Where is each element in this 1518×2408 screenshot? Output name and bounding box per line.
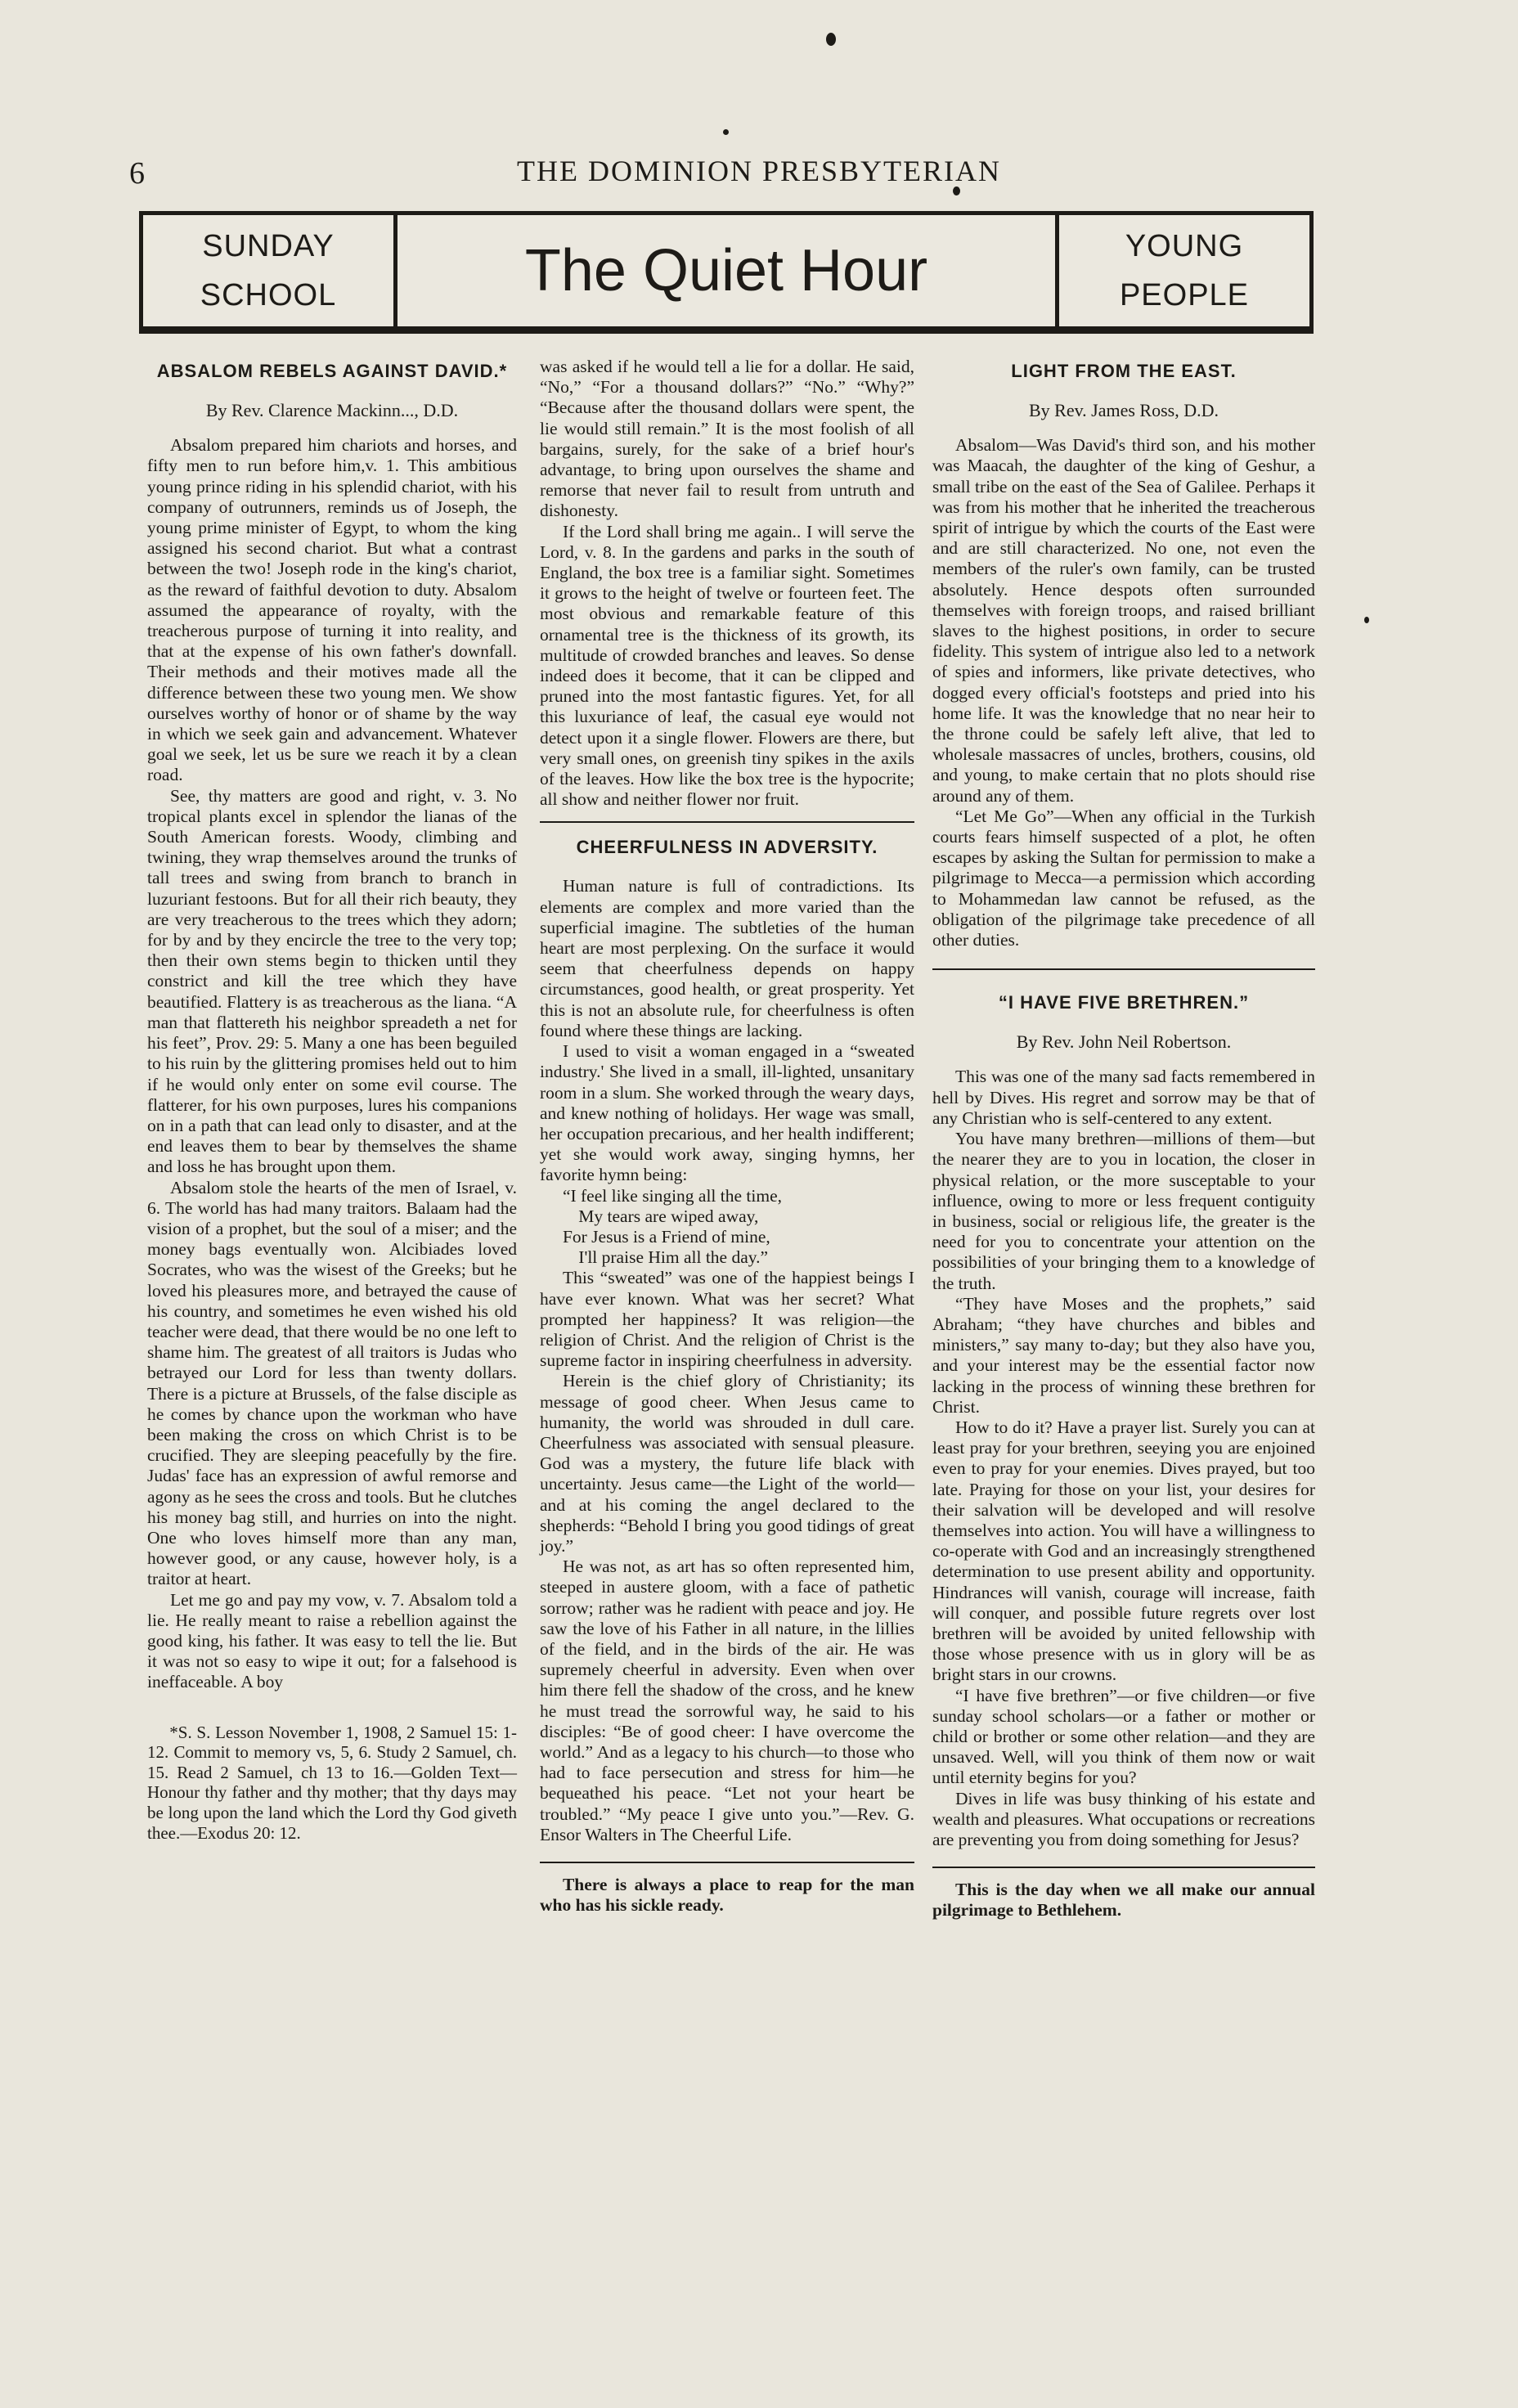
column-right (932, 360, 1315, 1921)
article-title: CHEERFULNESS IN ADVERSITY. (576, 837, 878, 858)
paragraph: Absalom prepared him chariots and horses, and fifty men to run before him,v. 1. This ambitious young prince riding in his splendid chariot, with his company of outrunners, reminds us of Joseph, the young prime minister of Egypt, to whom the king assigned his second chariot. But what a contrast between the two! Joseph rode in the king's chariot, as the reward of faithful devotion to duty. Absalom assumed the appearance of royalty, with the treacherous purpose of turning it into reality, and that at the expense of his own father's downfall. Their methods and their motives made all the difference between these two young men. We show ourselves worthy of honor or of shame by the way in which we seek gain and advancement. Whatever goal we seek, let us be sure we reach it by a clean road. (147, 435, 517, 785)
article-title: “I HAVE FIVE BRETHREN.” (998, 992, 1250, 1013)
paragraph: See, thy matters are good and right, v. 3. No tropical plants excel in splendor the lianas of the South American forests. Woody, climbing and twining, they wrap themselves around the trunks of tall trees and swing from branch to branch in luzuriant festoons. But for all their rich beauty, they are very treacherous to the trees which they adorn; for by and by they encircle the tree to the very top; then their own stems begin to thicken until they constrict and kill the tree which they have beautified. Flattery is as treacherous as the liana. “A man that flattereth his neighbor spreadeth a net for his feet”, Prov. 29: 5. Many a one has been beguiled to his ruin by the glittering promises held out to him if he would only enter on some evil course. The flatterer, for his own purposes, lures his companions on in a path that can lead only to disaster, and at the end leaves them to bear by themselves the shame and loss he has brought upon them. (147, 785, 517, 1177)
paragraph: I used to visit a woman engaged in a “sweated industry.' She lived in a small, ill-lighted, unsanitary room in a slum. She worked through the weary days, and knew nothing of holidays. Her wage was small, her occupation precarious, and her health indifferent; yet she would work away, singing hymns, her favorite hymn being: (540, 1041, 914, 1185)
paragraph: This was one of the many sad facts remembered in hell by Dives. His regret and sorrow may be that of any Christian who is self-centered to any extent. (932, 1067, 1315, 1128)
paragraph: “Let Me Go”—When any official in the Turkish courts fears himself suspected of a plot, he often escapes by asking the Sultan for permission to make a pilgrimage to Mecca—a permission which according to Mohammedan law cannot be refused, as the obligation of the pilgrimage take precedence of all other duties. (932, 806, 1315, 950)
divider (932, 1867, 1315, 1868)
masthead (139, 211, 1314, 334)
ink-speck (723, 129, 729, 135)
article-title: LIGHT FROM THE EAST. (1011, 361, 1237, 381)
ink-speck (1364, 617, 1369, 623)
byline: By Rev. John Neil Robertson. (1016, 1031, 1232, 1053)
column-middle (540, 357, 914, 1916)
closing-line: There is always a place to reap for the man who has his sickle ready. (540, 1875, 914, 1916)
paragraph: He was not, as art has so often represented him, steeped in austere gloom, with a face of pathetic sorrow; rather was he radient with peace and joy. He saw the love of his Father in all nature, in the lillies of the field, and in the birds of the air. He was supremely cheerful in adversity. Even when over him there fell the shadow of the cross, and he knew he must tread the sorrowful way, he said to his disciples: “Be of good cheer: I have overcome the world.” And as a legacy to his church—to those who had to face persecution and stress for him—he bequeathed his peace. “Let not your heart be troubled.” “My peace I give unto you.”—Rev. G. Ensor Walters in The Cheerful Life. (540, 1557, 914, 1844)
divider (540, 821, 914, 823)
masthead-left-box (143, 215, 397, 326)
page-number: 6 (129, 156, 145, 191)
masthead-title: The Quiet Hour (524, 238, 928, 303)
paragraph: was asked if he would tell a lie for a dollar. He said, “No,” “For a thousand dollars?” “No.” “Why?” “Because after the thousand dollars were spent, the lie would still remain.” It is the most foolish of all bargains, surely, for the sake of a brief hour's advantage, to bring upon ourselves the shame and remorse that never fail to result from untruth and dishonesty. (540, 357, 914, 521)
paragraph: You have many brethren—millions of them—but the nearer they are to you in location, the closer in physical relation, or the more susceptable to your influence, owing to more or less frequent contiguity in business, social or religious life, the greater is the need for you to concentrate your attention on the possibilities of your bringing them to a knowledge of the truth. (932, 1129, 1315, 1293)
poem-line: “I feel like singing all the time, (562, 1185, 783, 1206)
running-head: THE DOMINION PRESBYTERIAN (517, 155, 1001, 187)
masthead-left-line1: SUNDAY (202, 229, 335, 263)
poem-line: My tears are wiped away, (578, 1206, 759, 1226)
masthead-right-line2: PEOPLE (1119, 278, 1250, 312)
masthead-right-box (1055, 215, 1309, 326)
paragraph: If the Lord shall bring me again.. I will serve the Lord, v. 8. In the gardens and parks in the south of England, the box tree is a familiar sight. Sometimes it grows to the height of twelve or fourteen feet. The most obvious and remarkable feature of this ornamental tree is the thickness of its growth, its multitude of crowded branches and leaves. So dense indeed does it become, that it can be clipped and pruned into the most fantastic figures. Yet, for all this luxuriance of leaf, the casual eye would not detect upon it a single flower. Flowers are there, but very small ones, on greenish tiny spikes in the axils of the leaves. How like the box tree is the hypocrite; all show and neither flower nor fruit. (540, 521, 914, 810)
closing-line: This is the day when we all make our annual pilgrimage to Bethlehem. (932, 1880, 1315, 1921)
poem-line: I'll praise Him all the day.” (578, 1247, 769, 1268)
paragraph: “They have Moses and the prophets,” said Abraham; “they have churches and bibles and ministers,” say many to-day; but they also have you, and your interest may be the essential factor now lacking in the process of winning these brethren for Christ. (932, 1293, 1315, 1417)
paragraph: Absalom—Was David's third son, and his mother was Maacah, the daughter of the king of Geshur, a small tribe on the east of the Sea of Galilee. Perhaps it was from his mother that he inherited the treacherous spirit of intrigue by which the courts of the East were and are still characterized. No one, not even the members of the ruler's own family, can be trusted absolutely. Hence despots often surrounded themselves with foreign troops, and raised brilliant slaves to the highest positions, in order to secure fidelity. This system of intrigue also led to a network of spies and informers, like private detectives, who dogged every official's footsteps and pried into his home life. It was the knowledge that no near heir to the throne could be safely left alive, that led to wholesale massacres of uncles, brothers, cousins, old and young, to make certain that no plots should rise around any of them. (932, 435, 1315, 806)
divider (540, 1862, 914, 1863)
lesson-footnote: *S. S. Lesson November 1, 1908, 2 Samuel 15: 1-12. Commit to memory vs, 5, 6. Study 2 Samuel, ch. 15. Read 2 Samuel, ch 13 to 16.—Golden Text—Honour thy father and thy mother; that thy days may be long upon the land which the Lord thy God giveth thee.—Exodus 20: 12. (147, 1722, 517, 1843)
article-title: ABSALOM REBELS AGAINST DAVID.* (156, 361, 508, 381)
divider (932, 968, 1315, 970)
poem-line: For Jesus is a Friend of mine, (562, 1226, 770, 1247)
paragraph: How to do it? Have a prayer list. Surely you can at least pray for your brethren, seeying you are enjoined even to pray for your enemies. Dives prayed, but too late. Praying for those on your list, your desires for their salvation will be developed and will resolve themselves into action. You will have a willingness to co-operate with God and an increasingly strengthened determination to use present ability and opportunity. Hindrances will vanish, courage will increase, faith will conquer, and possible future regrets over lost brethren will be avoided by united fellowship with those whose presence with us in glory will be as bright stars in our crowns. (932, 1417, 1315, 1685)
masthead-left-line2: SCHOOL (200, 278, 337, 312)
column-left (147, 360, 517, 1860)
paragraph: Dives in life was busy thinking of his estate and wealth and pleasures. What occupations or recreations are preventing you from doing something for Jesus? (932, 1788, 1315, 1849)
paragraph: “I have five brethren”—or five children—or five sunday school scholars—or a father or mother or child or brother or some other relation—and they are unsaved. Well, will you think of them now or wait until eternity begins for you? (932, 1685, 1315, 1788)
byline: By Rev. James Ross, D.D. (1028, 400, 1219, 420)
paragraph: Human nature is full of contradictions. Its elements are complex and more varied than the superficial imagine. The subtleties of the human heart are most perplexing. On the surface it would seem that cheerfulness depends on happy circumstances, good health, or great prosperity. Yet this is not an absolute rule, for cheerfulness is often found where these things are lacking. (540, 876, 914, 1040)
paragraph: Herein is the chief glory of Christianity; its message of good cheer. When Jesus came to humanity, the world was shrouded in dull care. Cheerfulness was associated with sensual pleasure. God was a mystery, the future life black with uncertainty. Jesus came—the Light of the world—and at his coming the angel declared to the shepherds: “Behold I bring you good tidings of great joy.” (540, 1371, 914, 1556)
paragraph: This “sweated” was one of the happiest beings I have ever known. What was her secret? What prompted her happiness? It was religion—the religion of Christ. And the religion of Christ is the supreme factor in inspiring cheerfulness in adversity. (540, 1268, 914, 1371)
byline: By Rev. Clarence Mackinn..., D.D. (205, 400, 459, 420)
paragraph: Let me go and pay my vow, v. 7. Absalom told a lie. He really meant to raise a rebellion against the good king, his father. It was easy to tell the lie. But it was not so easy to wipe it out; for a falsehood is ineffaceable. A boy (147, 1589, 517, 1692)
paragraph: Absalom stole the hearts of the men of Israel, v. 6. The world has had many traitors. Balaam had the vision of a prophet, but the soul of a miser; and the money bags eventually won. Alcibiades loved Socrates, who was the wisest of the Greeks; but he loved his pleasures more, and betrayed the cause of his country, and sometimes he even wished his old teacher were dead, that there would be no one left to shame him. The greatest of all traitors is Judas who betrayed our Lord for less than twenty dollars. There is a picture at Brussels, of the false disciple as he comes by chance upon the workman who have been making the cross on which Christ is to be crucified. They are sleeping peacefully by the fire. Judas' face has an expression of awful remorse and agony as he sees the cross and tools. But he clutches his money bag still, and hurries on into the night. One who loves himself more than any man, however good, or any cause, however holy, is a traitor at heart. (147, 1177, 517, 1589)
masthead-right-line1: YOUNG (1125, 229, 1244, 263)
ink-speck (826, 33, 836, 46)
